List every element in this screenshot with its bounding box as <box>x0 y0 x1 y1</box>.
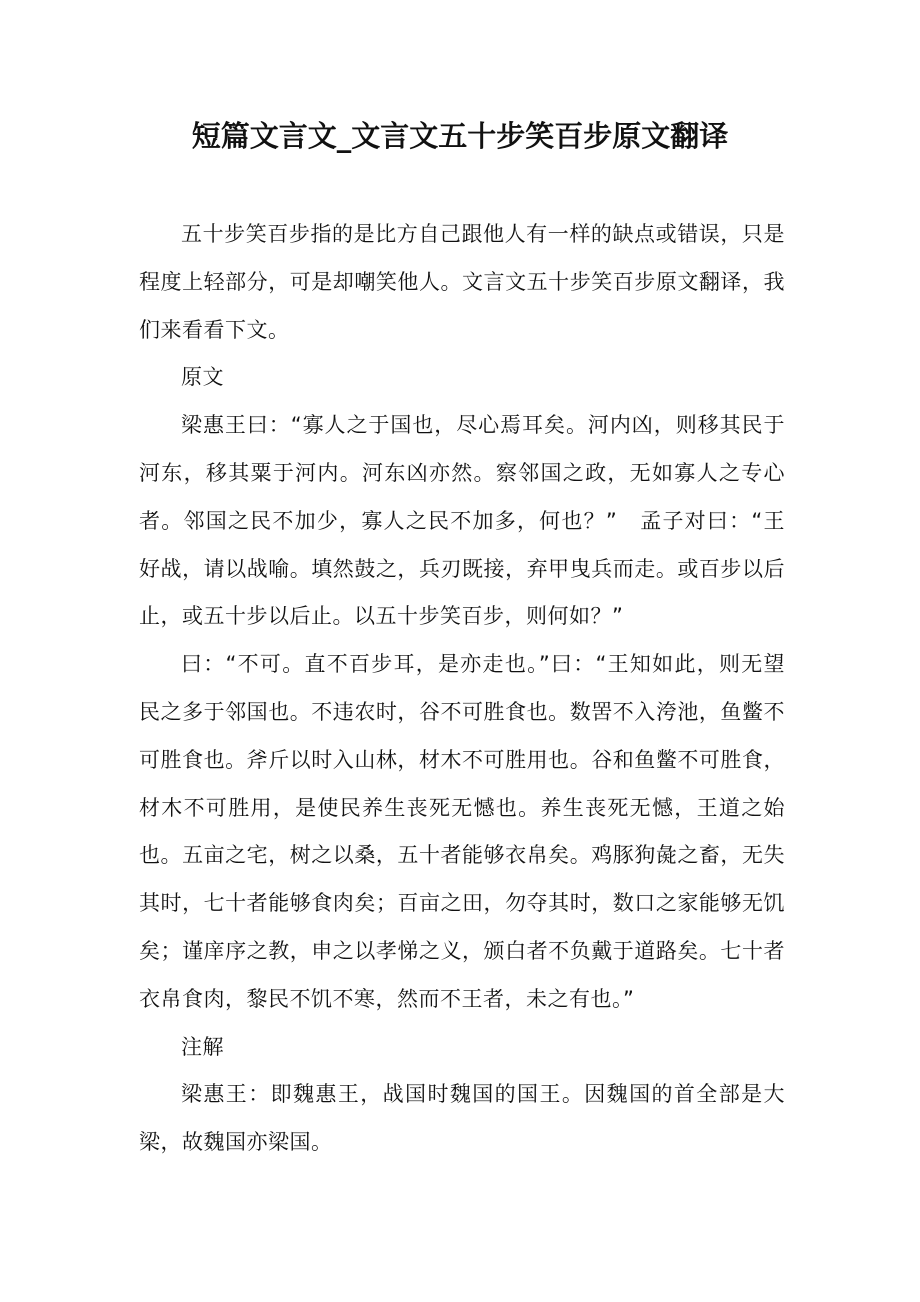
section-heading-original: 原文 <box>181 365 224 390</box>
original-text-paragraph-1: 梁惠王曰：“寡人之于国也，尽心焉耳矣。河内凶，则移其民于河东，移其粟于河内。河东凶亦然。察邻国之政，无如寡人之专心者。邻国之民不加少，寡人之民不加多，何也？” 孟子对曰：“王好战，请以战喻。填然鼓之，兵刃既接，弃甲曳兵而走。或百步以后止，或五十步以后止。以五十步笑百步，则何如？” <box>139 413 785 629</box>
intro-paragraph: 五十步笑百步指的是比方自己跟他人有一样的缺点或错误，只是程度上轻部分，可是却嘲笑他人。文言文五十步笑百步原文翻译，我们来看看下文。 <box>139 222 785 342</box>
document-title: 短篇文言文_文言文五十步笑百步原文翻译 <box>191 119 729 153</box>
section-heading-notes: 注解 <box>181 1034 224 1059</box>
original-text-paragraph-2: 曰：“不可。直不百步耳，是亦走也。”曰：“王知如此，则无望民之多于邻国也。不违农时，谷不可胜食也。数罟不入洿池，鱼鳖不可胜食也。斧斤以时入山林，材木不可胜用也。谷和鱼鳖不可胜食，材木不可胜用，是使民养生丧死无憾也。养生丧死无憾，王道之始也。五亩之宅，树之以桑，五十者能够衣帛矣。鸡豚狗彘之畜，无失其时，七十者能够食肉矣；百亩之田，勿夺其时，数口之家能够无饥矣；谨庠序之教，申之以孝悌之义，颁白者不负戴于道路矣。七十者衣帛食肉，黎民不饥不寒，然而不王者，未之有也。” <box>139 652 785 1011</box>
notes-paragraph: 梁惠王：即魏惠王，战国时魏国的国王。因魏国的首全部是大梁，故魏国亦梁国。 <box>139 1082 785 1155</box>
document-body <box>139 211 785 1167</box>
